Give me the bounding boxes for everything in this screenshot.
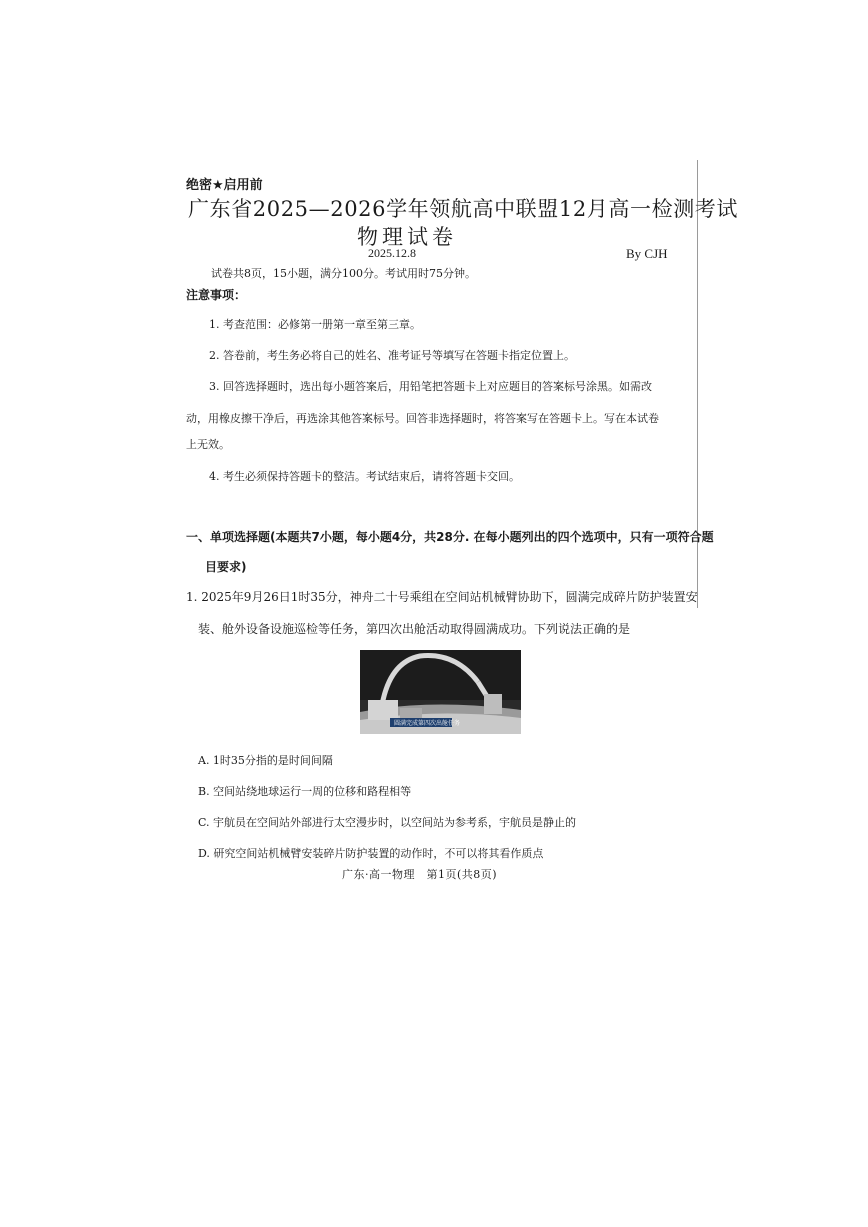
notice-item-continued: 动，用橡皮擦干净后，再选涂其他答案标号。回答非选择题时，将答案写在答题卡上。写在本试卷	[186, 412, 659, 425]
notice-item: 2. 答卷前，考生务必将自己的姓名、准考证号等填写在答题卡指定位置上。	[209, 349, 575, 362]
option-d: D. 研究空间站机械臂安装碎片防护装置的动作时，不可以将其看作质点	[198, 847, 544, 860]
section-heading-continued: 目要求)	[205, 560, 247, 574]
notice-item-continued: 上无效。	[186, 438, 230, 451]
exam-title: 广东省2025—2026学年领航高中联盟12月高一检测考试	[188, 197, 739, 221]
notice-title: 注意事项：	[186, 288, 247, 302]
photo-caption: 圆满完成第四次出舱任务	[394, 720, 461, 727]
exam-info: 试卷共8页，15小题，满分100分。考试用时75分钟。	[211, 267, 476, 280]
page-footer: 广东·高一物理 第1页(共8页)	[342, 868, 498, 881]
notice-item: 3. 回答选择题时，选出每小题答案后，用铅笔把答题卡上对应题目的答案标号涂黑。如需改	[209, 380, 652, 393]
secret-label: 绝密★启用前	[186, 178, 263, 193]
question-stem-continued: 装、舱外设备设施巡检等任务，第四次出舱活动取得圆满成功。下列说法正确的是	[198, 622, 631, 636]
subject-title: 物理试卷	[357, 225, 457, 249]
option-c: C. 宇航员在空间站外部进行太空漫步时，以空间站为参考系，宇航员是静止的	[198, 816, 577, 829]
option-b: B. 空间站绕地球运行一周的位移和路程相等	[198, 785, 412, 798]
section-heading: 一、单项选择题(本题共7小题，每小题4分，共28分. 在每小题列出的四个选项中，只有一项符合题	[186, 530, 714, 544]
notice-item: 1. 考查范围：必修第一册第一章至第三章。	[209, 318, 421, 331]
exam-date: 2025.12.8	[368, 246, 416, 260]
space-station-photo	[360, 650, 521, 734]
author-label: By CJH	[626, 246, 668, 261]
notice-item: 4. 考生必须保持答题卡的整洁。考试结束后，请将答题卡交回。	[209, 470, 520, 483]
option-a: A. 1时35分指的是时间间隔	[198, 754, 333, 767]
question-stem: 1. 2025年9月26日1时35分，神舟二十号乘组在空间站机械臂协助下，圆满完成碎片防护装置安	[186, 590, 698, 604]
